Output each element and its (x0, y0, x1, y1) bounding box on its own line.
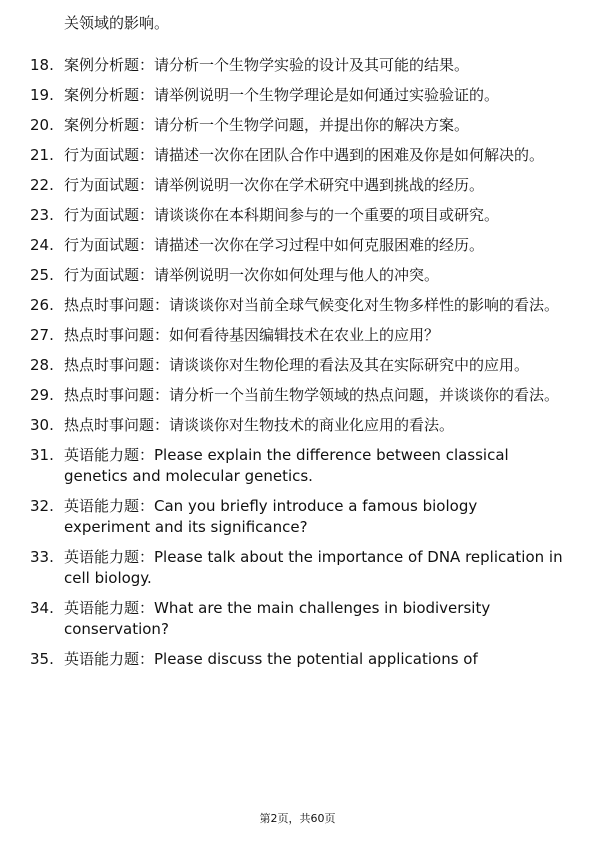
question-number: 18. (30, 56, 54, 74)
question-item (0, 415, 595, 436)
question-item (0, 235, 595, 256)
question-text: 热点时事问题：如何看待基因编辑技术在农业上的应用？ (64, 326, 440, 344)
question-text: 行为面试题：请举例说明一次你在学术研究中遇到挑战的经历。 (64, 176, 485, 194)
question-text: 行为面试题：请描述一次你在团队合作中遇到的困难及你是如何解决的。 (64, 146, 545, 164)
question-text: 英语能力题：What are the main challenges in biodiversity conservation? (64, 599, 491, 638)
question-item (0, 175, 595, 196)
continued-text: 关领域的影响。 (64, 14, 170, 32)
question-text: 案例分析题：请分析一个生物学问题，并提出你的解决方案。 (64, 116, 470, 134)
question-number: 20. (30, 116, 54, 134)
question-number: 19. (30, 86, 54, 104)
question-item (0, 355, 595, 376)
question-number: 27. (30, 326, 54, 344)
question-number: 29. (30, 386, 54, 404)
question-item (0, 85, 595, 106)
page-footer: 第2页，共60页 (259, 812, 336, 825)
question-number: 28. (30, 356, 54, 374)
question-text: 热点时事问题：请谈谈你对当前全球气候变化对生物多样性的影响的看法。 (64, 296, 560, 314)
question-number: 21. (30, 146, 54, 164)
question-item (0, 325, 595, 346)
question-item (0, 205, 595, 226)
question-text: 热点时事问题：请谈谈你对生物伦理的看法及其在实际研究中的应用。 (64, 356, 530, 374)
question-number: 30. (30, 416, 54, 434)
question-item (0, 145, 595, 166)
question-number: 35. (30, 650, 54, 668)
question-number: 22. (30, 176, 54, 194)
question-number: 34. (30, 599, 54, 617)
question-text: 案例分析题：请举例说明一个生物学理论是如何通过实验验证的。 (64, 86, 500, 104)
question-item (0, 265, 595, 286)
question-number: 32. (30, 497, 54, 515)
question-text: 行为面试题：请举例说明一次你如何处理与他人的冲突。 (64, 266, 440, 284)
question-item (0, 445, 595, 487)
question-text: 英语能力题：Please explain the difference between classical genetics and molecular genetics. (64, 446, 509, 485)
question-number: 33. (30, 548, 54, 566)
question-number: 24. (30, 236, 54, 254)
question-item (0, 385, 595, 406)
question-number: 25. (30, 266, 54, 284)
question-item (0, 115, 595, 136)
question-number: 26. (30, 296, 54, 314)
question-item (0, 547, 595, 589)
question-text: 英语能力题：Please discuss the potential applications of (64, 650, 478, 668)
question-item (0, 295, 595, 316)
question-text: 案例分析题：请分析一个生物学实验的设计及其可能的结果。 (64, 56, 470, 74)
question-item (0, 496, 595, 538)
question-list (0, 55, 595, 679)
question-item (0, 55, 595, 76)
question-text: 热点时事问题：请谈谈你对生物技术的商业化应用的看法。 (64, 416, 455, 434)
question-item (0, 649, 595, 670)
question-text: 英语能力题：Please talk about the importance of DNA replication in cell biology. (64, 548, 563, 587)
question-number: 31. (30, 446, 54, 464)
question-text: 英语能力题：Can you briefly introduce a famous biology experiment and its significance? (64, 497, 478, 536)
question-text: 热点时事问题：请分析一个当前生物学领域的热点问题，并谈谈你的看法。 (64, 386, 560, 404)
question-item (0, 598, 595, 640)
question-text: 行为面试题：请谈谈你在本科期间参与的一个重要的项目或研究。 (64, 206, 500, 224)
question-number: 23. (30, 206, 54, 224)
question-text: 行为面试题：请描述一次你在学习过程中如何克服困难的经历。 (64, 236, 485, 254)
